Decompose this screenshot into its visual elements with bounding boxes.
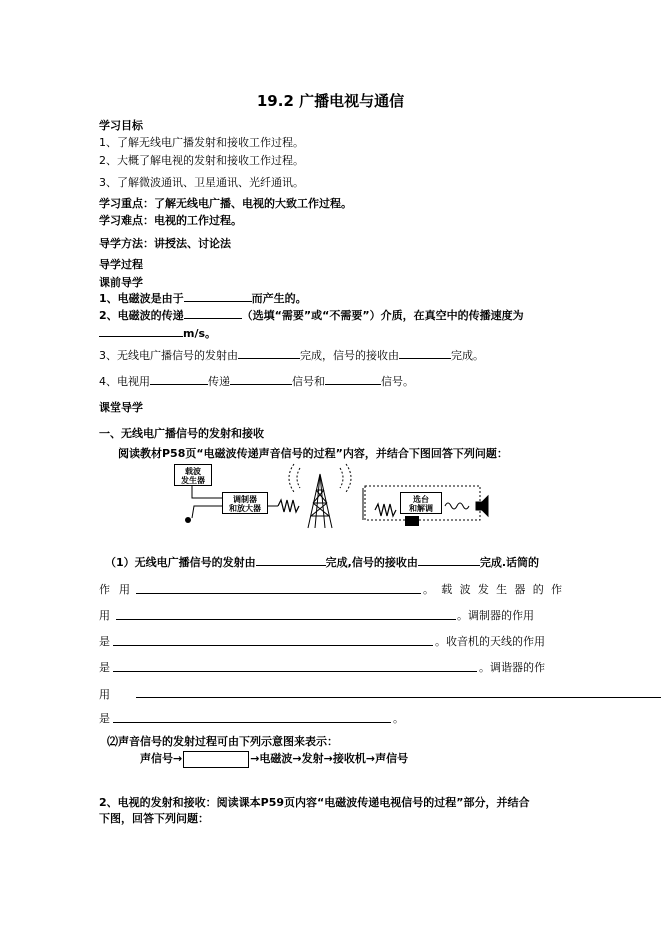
box-label: 选台	[413, 495, 429, 504]
answer-blank[interactable]	[418, 555, 480, 566]
preclass-q2-cont	[99, 325, 216, 341]
section2-line1: 2、电视的发射和接收：阅读课本P59页内容“电磁波传递电视信号的过程”部分，并结合	[99, 796, 530, 809]
answer-line[interactable]	[136, 697, 661, 698]
answer-line[interactable]	[113, 722, 391, 723]
answer-blank[interactable]	[150, 374, 208, 385]
row-char: 生	[496, 583, 508, 596]
q-text: （选填“需要”或“不需要”）介质，在真空中的传播速度为	[241, 309, 524, 322]
row-text: 作	[99, 583, 110, 596]
carrier-generator-box	[174, 464, 212, 486]
tuner-box	[400, 492, 442, 514]
row-char: 载	[441, 583, 453, 596]
row-text: 用	[99, 688, 110, 701]
answer-blank[interactable]	[184, 291, 252, 302]
page-title: 19.2 广播电视与通信	[256, 92, 405, 110]
signal-flow	[140, 750, 408, 768]
row-char: 。	[423, 583, 434, 596]
box-label: 和放大器	[229, 504, 261, 513]
box-label: 发生器	[181, 476, 205, 485]
answer-blank[interactable]	[399, 348, 451, 359]
row-text: 。调制器的作用	[457, 609, 534, 622]
modulator-box	[222, 492, 268, 514]
difficulty: 学习难点：电视的工作过程。	[99, 214, 242, 227]
answer-line[interactable]	[113, 671, 477, 672]
inclass-heading: 课堂导学	[99, 401, 143, 414]
q-text: 信号和	[292, 375, 325, 388]
preclass-q4	[99, 373, 414, 389]
row-text: 。调谐器的作	[479, 661, 545, 674]
diagram-lines	[160, 458, 540, 538]
row-text: 用	[99, 609, 110, 622]
answer-blank[interactable]	[256, 555, 326, 566]
q-text: 3、无线电广播信号的发射由	[99, 349, 238, 362]
answer-blank[interactable]	[238, 348, 300, 359]
objective-item: 2、大概了解电视的发射和接收工作过程。	[99, 154, 304, 167]
answer-blank[interactable]	[230, 374, 292, 385]
preclass-q2	[99, 307, 524, 323]
q-text: 而产生的。	[251, 292, 307, 305]
box-label: 和解调	[409, 504, 433, 513]
q-text: 信号。	[381, 375, 414, 388]
flow-blank-box[interactable]	[183, 751, 249, 768]
process-heading: 导学过程	[99, 258, 143, 271]
row-char: 器	[514, 583, 526, 596]
flow-text: 声信号→	[140, 752, 183, 765]
preclass-q1	[99, 290, 307, 306]
row-text: 用	[119, 583, 130, 596]
method: 导学方法：讲授法、讨论法	[99, 237, 231, 250]
preclass-q3	[99, 347, 484, 363]
q-text: 完成.话筒的	[479, 556, 540, 569]
section2-line2: 下图，回答下列问题：	[99, 812, 209, 825]
objective-item: 1、了解无线电广播发射和接收工作过程。	[99, 136, 304, 149]
row-text: 是	[99, 712, 110, 725]
inclass-q2-heading: ⑵声音信号的发射过程可由下列示意图来表示：	[107, 735, 338, 748]
q-text: 完成，信号的接收由	[300, 349, 399, 362]
q-text: 传递	[208, 375, 230, 388]
row-text: 是	[99, 661, 110, 674]
objective-item: 3、了解微波通讯、卫星通讯、光纤通讯。	[99, 176, 304, 189]
row-text: 。	[393, 712, 404, 725]
answer-line[interactable]	[136, 593, 421, 594]
section1-heading: 一、无线电广播信号的发射和接收	[99, 427, 264, 440]
box-label: 调制器	[233, 495, 257, 504]
row-char: 波	[459, 583, 471, 596]
row-char: 的	[532, 583, 544, 596]
key-point: 学习重点：了解无线电广播、电视的大致工作过程。	[99, 197, 352, 210]
row-text: 。收音机的天线的作用	[435, 635, 545, 648]
box-label: 载波	[185, 467, 201, 476]
q-text: m/s。	[183, 327, 217, 340]
q-text: （1）无线电广播信号的发射由	[105, 556, 256, 569]
broadcast-diagram	[160, 458, 540, 538]
answer-line[interactable]	[116, 619, 456, 620]
row-char: 发	[477, 583, 489, 596]
row-tail	[423, 581, 562, 597]
section1-instruction: 阅读教材P58页“电磁波传递声音信号的过程”内容，并结合下图回答下列问题：	[118, 447, 508, 460]
answer-line[interactable]	[113, 645, 433, 646]
objectives-heading: 学习目标	[99, 119, 143, 132]
row-char: 作	[550, 583, 562, 596]
answer-blank[interactable]	[184, 308, 242, 319]
q-text: 2、电磁波的传递	[99, 309, 184, 322]
q-text: 完成,信号的接收由	[325, 556, 418, 569]
flow-text: →电磁波→发射→接收机→声信号	[250, 752, 409, 765]
answer-blank[interactable]	[99, 326, 183, 337]
row-text: 是	[99, 635, 110, 648]
preclass-heading: 课前导学	[99, 276, 143, 289]
q-text: 完成。	[451, 349, 484, 362]
inclass-q1	[105, 554, 539, 570]
answer-blank[interactable]	[325, 374, 381, 385]
q-text: 1、电磁波是由于	[99, 292, 184, 305]
q-text: 4、电视用	[99, 375, 150, 388]
